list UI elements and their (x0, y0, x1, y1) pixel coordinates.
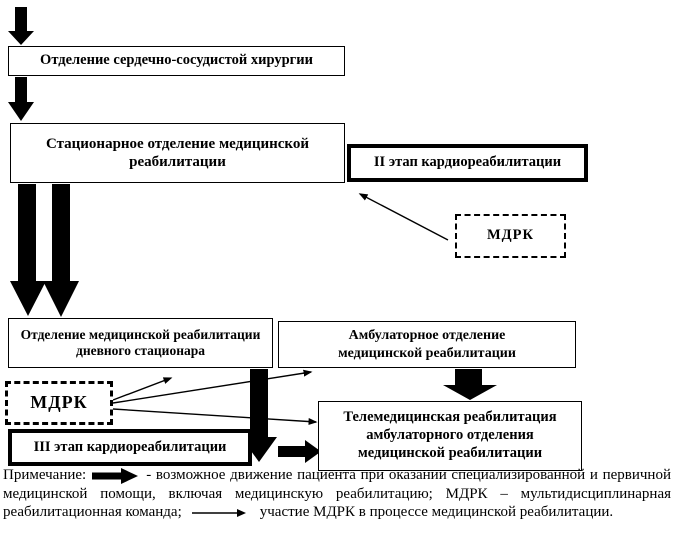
box-telemed-rehab (318, 401, 582, 471)
box-day-hospital-rehab-label: Отделение медицинской реабилитации дневного стационара (20, 326, 261, 358)
box-mdrk-left-label: МДРК (30, 392, 88, 413)
mdrk-arrow-to-stage2-icon (360, 194, 448, 240)
box-cardiovascular-surgery-label: Отделение сердечно-сосудистой хирургии (40, 52, 313, 69)
box-day-hospital-rehab (8, 318, 273, 368)
thick-flow-arrow-legend-icon (92, 468, 138, 484)
footnote-label: Примечание: (3, 467, 87, 483)
box-stage2-cardiorehab-label: II этап кардиореабилитации (373, 154, 562, 171)
mdrk-arrow-to-day-icon (113, 378, 171, 400)
box-telemed-rehab-label: Телемедицинская реабилитация амбулаторного отделения медицинской реабилитации (343, 409, 557, 461)
flow-arrow-to-telemed-icon (278, 440, 321, 463)
mdrk-arrow-to-telemed-icon (113, 409, 316, 422)
box-inpatient-rehab (10, 123, 345, 183)
flow-arrow-top-icon (8, 7, 34, 45)
thin-mdrk-arrow-legend-icon (192, 508, 246, 518)
box-inpatient-rehab-label: Стационарное отделение медицинской реабилитации (45, 135, 310, 170)
box-stage2-cardiorehab (347, 144, 588, 182)
flow-arrow-inpatient-to-day-left-icon (10, 184, 46, 316)
box-stage3-cardiorehab (8, 429, 252, 466)
footnote-text-1: - возможное движение пациента при оказании специализированной и первичной медицинской помощи, включая медицинскую реабилитацию; МДРК – мультидисциплинарная реабилитационная команда; (3, 467, 671, 521)
box-mdrk-left (5, 381, 113, 425)
box-mdrk-right-label: МДРК (486, 227, 535, 244)
box-outpatient-rehab (278, 321, 576, 368)
box-stage3-cardiorehab-label: III этап кардиореабилитации (33, 438, 227, 455)
box-cardiovascular-surgery (8, 46, 345, 76)
box-mdrk-right (455, 214, 566, 258)
box-outpatient-rehab-label: Амбулаторное отделение медицинской реабилитации (338, 328, 516, 361)
flow-arrow-surgery-to-inpatient-icon (8, 77, 34, 121)
flow-arrow-outpatient-to-telemed-icon (443, 369, 497, 400)
footnote-text-2: участие МДРК в процессе медицинской реабилитации. (259, 504, 614, 521)
flow-arrow-inpatient-to-day-right-icon (43, 184, 79, 317)
footnote (3, 466, 671, 522)
mdrk-arrow-to-outpatient-icon (113, 372, 311, 403)
